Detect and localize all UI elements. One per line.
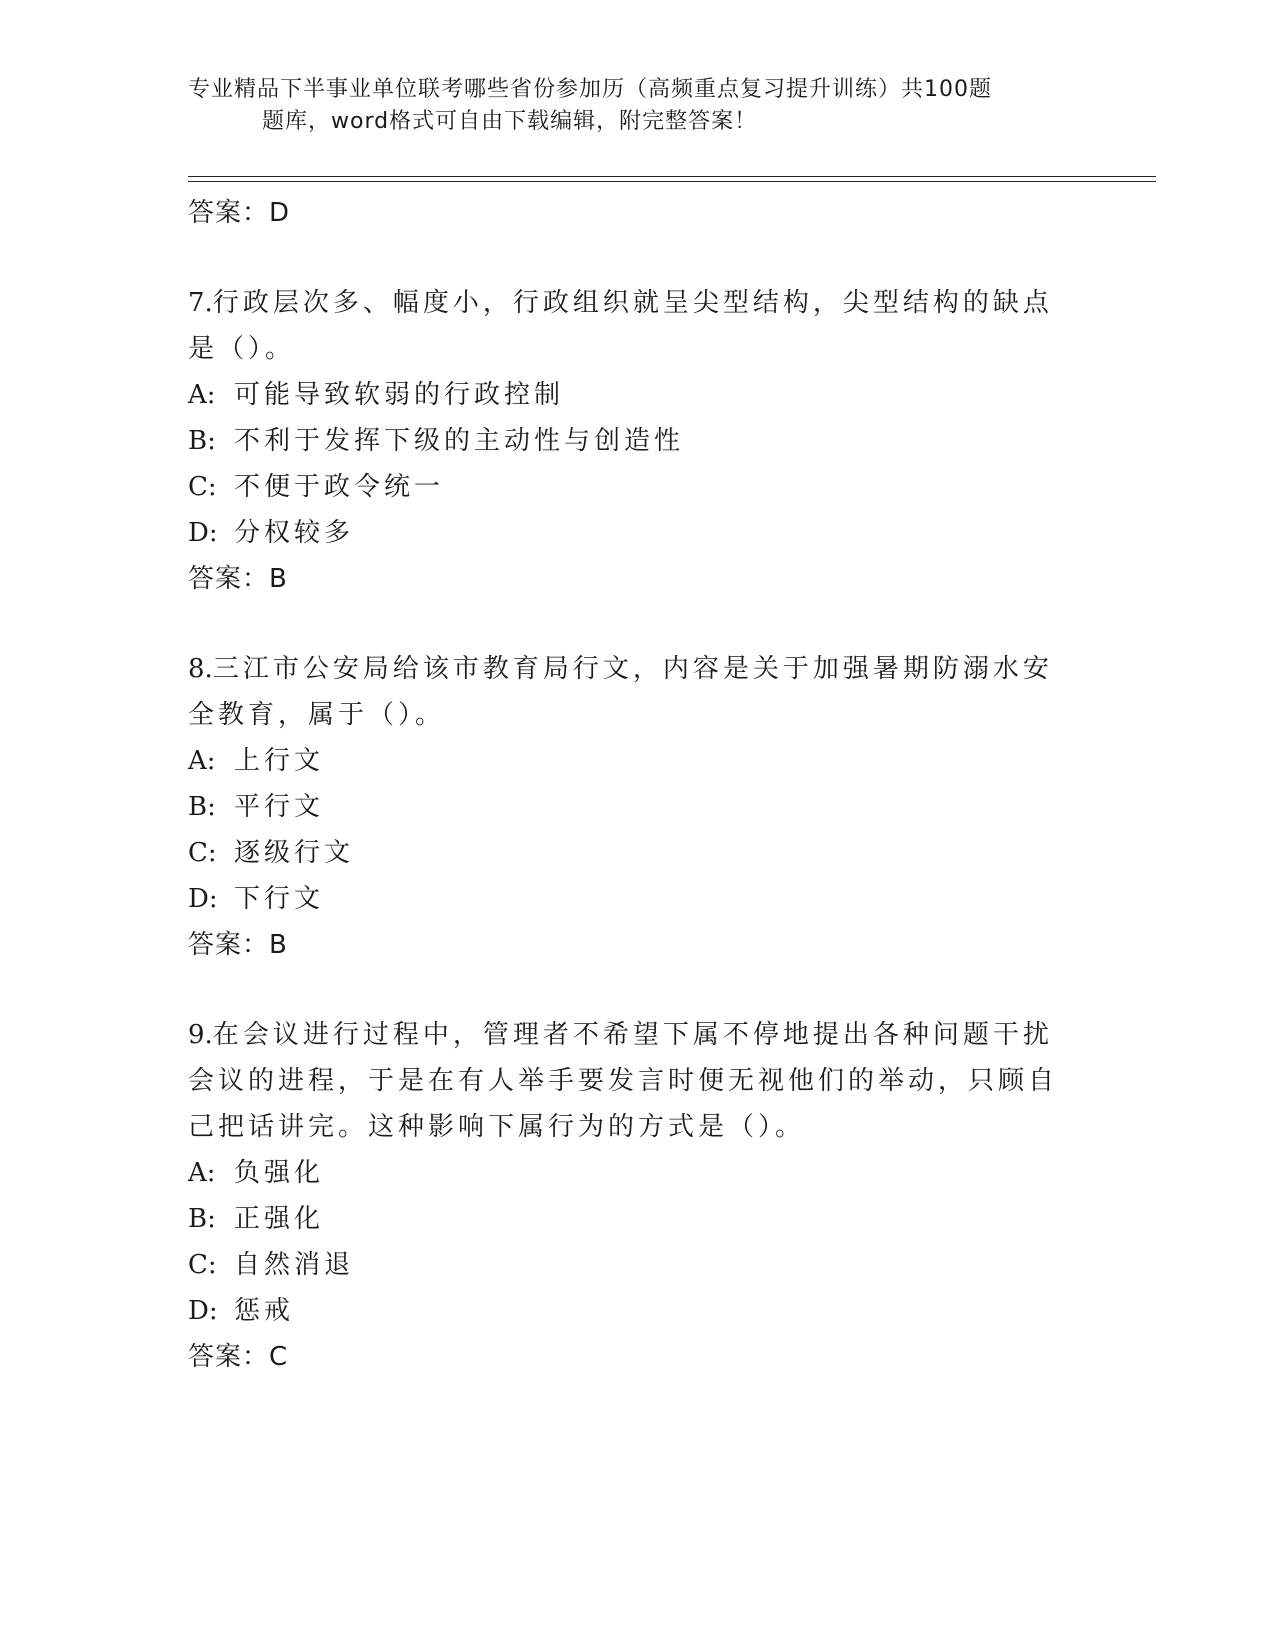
option-text: 自然消退 <box>234 1250 355 1280</box>
question-text: 在会议进行过程中，管理者不希望下属不停地提出各种问题干扰会议的进程，于是在有人举手要发言时便无视他们的举动，只顾自己把话讲完。这种影响下属行为的方式是（）。 <box>188 1020 1059 1142</box>
question-item <box>188 280 1068 602</box>
option-key: D: <box>188 518 218 548</box>
answer-line: 答案：C <box>188 1342 289 1372</box>
option-key: A: <box>188 1158 216 1188</box>
option-c <box>188 830 1068 876</box>
question-number: 9. <box>188 1020 213 1050</box>
option-text: 分权较多 <box>234 518 355 548</box>
option-text: 不利于发挥下级的主动性与创造性 <box>234 426 685 456</box>
option-key: A: <box>188 746 216 776</box>
option-d <box>188 876 1068 922</box>
option-key: C: <box>188 1250 217 1280</box>
option-a <box>188 372 1068 418</box>
option-key: D: <box>188 884 218 914</box>
document-header <box>188 74 1068 138</box>
option-key: D: <box>188 1296 218 1326</box>
option-text: 正强化 <box>234 1204 325 1234</box>
question-stem <box>188 646 1068 738</box>
option-a <box>188 1150 1068 1196</box>
option-text: 上行文 <box>234 746 325 776</box>
option-text: 惩戒 <box>234 1296 295 1326</box>
question-text: 三江市公安局给该市教育局行文，内容是关于加强暑期防溺水安全教育，属于（）。 <box>188 654 1053 730</box>
header-divider-bottom <box>188 181 1156 182</box>
option-c <box>188 1242 1068 1288</box>
option-text: 不便于政令统一 <box>234 472 445 502</box>
option-key: A: <box>188 380 216 410</box>
option-d <box>188 510 1068 556</box>
question-list <box>188 190 1068 1380</box>
option-text: 可能导致软弱的行政控制 <box>234 380 565 410</box>
question-item <box>188 646 1068 968</box>
option-b <box>188 1196 1068 1242</box>
option-c <box>188 464 1068 510</box>
option-text: 负强化 <box>234 1158 325 1188</box>
option-b <box>188 418 1068 464</box>
option-key: B: <box>188 426 216 456</box>
option-key: B: <box>188 1204 216 1234</box>
header-title-line2: 题库，word格式可自由下载编辑，附完整答案！ <box>262 109 758 134</box>
option-key: C: <box>188 472 217 502</box>
option-key: C: <box>188 838 217 868</box>
answer-line: 答案：B <box>188 564 288 594</box>
question-number: 7. <box>188 288 213 318</box>
question-item <box>188 1012 1068 1380</box>
header-divider-top <box>188 176 1156 177</box>
question-text: 行政层次多、幅度小，行政组织就呈尖型结构，尖型结构的缺点是（）。 <box>188 288 1053 364</box>
answer-line: 答案：B <box>188 930 288 960</box>
question-stem <box>188 1012 1068 1150</box>
option-b <box>188 784 1068 830</box>
option-a <box>188 738 1068 784</box>
question-number: 8. <box>188 654 213 684</box>
option-d <box>188 1288 1068 1334</box>
option-text: 平行文 <box>234 792 325 822</box>
option-text: 下行文 <box>234 884 325 914</box>
header-title-line1: 专业精品下半事业单位联考哪些省份参加历（高频重点复习提升训练）共100题 <box>188 77 992 102</box>
question-stem <box>188 280 1068 372</box>
answer-line: 答案：D <box>188 198 291 228</box>
option-key: B: <box>188 792 216 822</box>
option-text: 逐级行文 <box>234 838 355 868</box>
